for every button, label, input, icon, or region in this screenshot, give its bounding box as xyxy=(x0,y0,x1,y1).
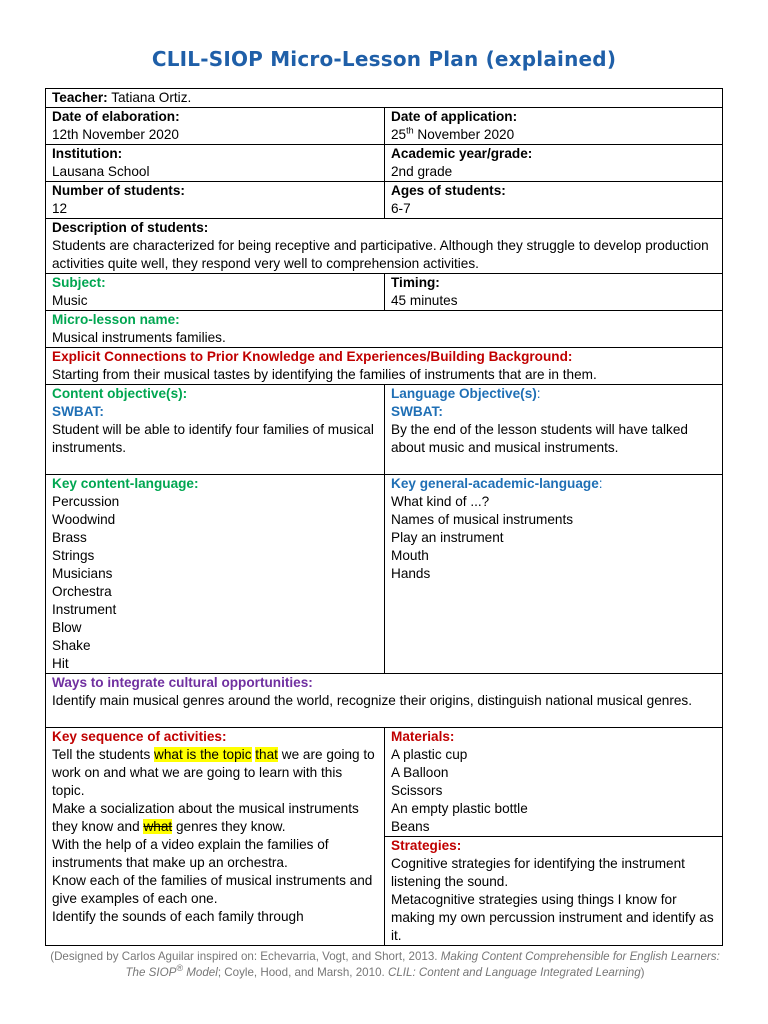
materials-label: Materials: xyxy=(391,729,455,744)
footer-text: ; Coyle, Hood, and Marsh, 2010. xyxy=(217,966,388,979)
cultural-value: Identify main musical genres around the world, recognize their origins, distinguish national musical genres. xyxy=(52,693,692,708)
sequence-step-4: Know each of the families of musical instruments and give examples of each one. xyxy=(52,873,373,906)
connections-label: Explicit Connections to Prior Knowledge and Experiences/Building Background: xyxy=(52,349,573,364)
page-title: CLIL-SIOP Micro-Lesson Plan (explained) xyxy=(151,47,617,71)
key-general-language-label: Key general-academic-language xyxy=(391,476,599,491)
date-elaboration-label: Date of elaboration: xyxy=(52,109,180,124)
strategies-label: Strategies: xyxy=(391,838,462,853)
list-item: Play an instrument xyxy=(391,530,504,545)
key-content-language-label: Key content-language: xyxy=(52,476,199,491)
list-item: Woodwind xyxy=(52,512,116,527)
teacher-cell xyxy=(46,89,723,108)
language-objective-cell xyxy=(385,385,723,475)
list-item: Shake xyxy=(52,638,91,653)
list-item: Beans xyxy=(391,819,430,834)
key-general-language-cell xyxy=(385,475,723,674)
num-students-cell xyxy=(46,182,385,219)
connections-cell xyxy=(46,348,723,385)
list-item: Percussion xyxy=(52,494,120,509)
list-item: Musicians xyxy=(52,566,113,581)
footer-text: (Designed by Carlos Aguilar inspired on: Echevarria, Vogt, and Short, 2013. xyxy=(50,950,441,963)
list-item: What kind of ...? xyxy=(391,494,490,509)
content-objective-cell xyxy=(46,385,385,475)
list-item: Scissors xyxy=(391,783,443,798)
timing-label: Timing: xyxy=(391,275,440,290)
list-item: Blow xyxy=(52,620,82,635)
list-item: A Balloon xyxy=(391,765,449,780)
content-objective-value: Student will be able to identify four families of musical instruments. xyxy=(52,422,374,455)
language-objective-label: Language Objective(s) xyxy=(391,386,537,401)
institution-label: Institution: xyxy=(52,146,123,161)
sequence-text: genres they know. xyxy=(172,819,286,834)
sequence-step-5: Identify the sounds of each family through xyxy=(52,909,304,924)
sequence-text: Tell the students xyxy=(52,747,155,762)
date-application-day: 25 xyxy=(391,127,407,142)
date-application-cell xyxy=(385,108,723,145)
timing-cell xyxy=(385,274,723,311)
institution-cell xyxy=(46,145,385,182)
cultural-label: Ways to integrate cultural opportunities: xyxy=(52,675,313,690)
sequence-text: Make a socialization about the musical instruments they know and xyxy=(52,801,359,834)
sequence-label: Key sequence of activities: xyxy=(52,729,227,744)
list-item: Names of musical instruments xyxy=(391,512,574,527)
ages-students-label: Ages of students: xyxy=(391,183,506,198)
timing-value: 45 minutes xyxy=(391,293,458,308)
strategies-cognitive: Cognitive strategies for identifying the instrument listening the sound. xyxy=(391,856,685,889)
language-objective-colon: : xyxy=(536,386,541,401)
description-label: Description of students: xyxy=(52,220,209,235)
sequence-step-2 xyxy=(52,800,378,836)
materials-cell xyxy=(385,728,723,837)
key-content-language-cell xyxy=(46,475,385,674)
subject-label: Subject: xyxy=(52,275,106,290)
num-students-label: Number of students: xyxy=(52,183,185,198)
list-item: Hands xyxy=(391,566,431,581)
list-item: Instrument xyxy=(52,602,117,617)
content-objective-label: Content objective(s): xyxy=(52,386,188,401)
cultural-cell xyxy=(46,674,723,728)
ages-students-cell xyxy=(385,182,723,219)
institution-value: Lausana School xyxy=(52,164,150,179)
date-elaboration-value: 12th November 2020 xyxy=(52,127,179,142)
list-item: An empty plastic bottle xyxy=(391,801,528,816)
academic-year-label: Academic year/grade: xyxy=(391,146,533,161)
teacher-value: Tatiana Ortiz. xyxy=(111,90,192,105)
description-value: Students are characterized for being receptive and participative. Although they struggle to develop production activities quite well, they respond very well to comprehension activities. xyxy=(52,238,709,271)
micro-lesson-cell xyxy=(46,311,723,348)
list-item: Hit xyxy=(52,656,69,671)
date-application-rest: November 2020 xyxy=(413,127,515,142)
footer-text: ) xyxy=(640,966,645,979)
teacher-label: Teacher: xyxy=(52,90,108,105)
list-item: Orchestra xyxy=(52,584,112,599)
strategies-cell xyxy=(385,837,723,946)
date-application-value xyxy=(391,126,716,144)
highlight-text: what is the topic xyxy=(154,747,252,762)
content-objective-swbat: SWBAT: xyxy=(52,404,104,419)
date-elaboration-cell xyxy=(46,108,385,145)
micro-lesson-label: Micro-lesson name: xyxy=(52,312,180,327)
sequence-step-3: With the help of a video explain the families of instruments that make up an orchestra. xyxy=(52,837,329,870)
language-objective-value: By the end of the lesson students will have talked about music and musical instruments. xyxy=(391,422,688,455)
highlight-text: that xyxy=(255,747,278,762)
academic-year-value: 2nd grade xyxy=(391,164,453,179)
list-item: Brass xyxy=(52,530,87,545)
highlight-strike-text: what xyxy=(143,819,173,834)
subject-value: Music xyxy=(52,293,88,308)
academic-year-cell xyxy=(385,145,723,182)
description-cell xyxy=(46,219,723,274)
date-application-suffix: th xyxy=(406,125,414,136)
date-application-label: Date of application: xyxy=(391,109,518,124)
list-item: A plastic cup xyxy=(391,747,468,762)
sequence-cell xyxy=(46,728,385,946)
strategies-metacognitive: Metacognitive strategies using things I know for making my own percussion instrument and identify as it. xyxy=(391,892,714,943)
key-general-language-colon: : xyxy=(598,476,603,491)
list-item: Strings xyxy=(52,548,95,563)
micro-lesson-value: Musical instruments families. xyxy=(52,330,226,345)
ages-students-value: 6-7 xyxy=(391,201,411,216)
registered-mark: ® xyxy=(176,963,184,974)
footer-book-title-2: CLIL: Content and Language Integrated Learning xyxy=(387,966,641,979)
sequence-step-1 xyxy=(52,746,378,800)
list-item: Mouth xyxy=(391,548,429,563)
lesson-plan-table xyxy=(45,88,723,946)
language-objective-swbat: SWBAT: xyxy=(391,404,443,419)
num-students-value: 12 xyxy=(52,201,68,216)
footer-book-title: Making Content Comprehensible for English Learners: The SIOP xyxy=(125,950,720,979)
footer-book-title-end: Model xyxy=(183,966,218,979)
subject-cell xyxy=(46,274,385,311)
sequence-text: we are going to work on and what we are going to learn with this topic. xyxy=(52,747,375,798)
citation-footer xyxy=(40,949,730,981)
connections-value: Starting from their musical tastes by identifying the families of instruments that are in them. xyxy=(52,367,597,382)
